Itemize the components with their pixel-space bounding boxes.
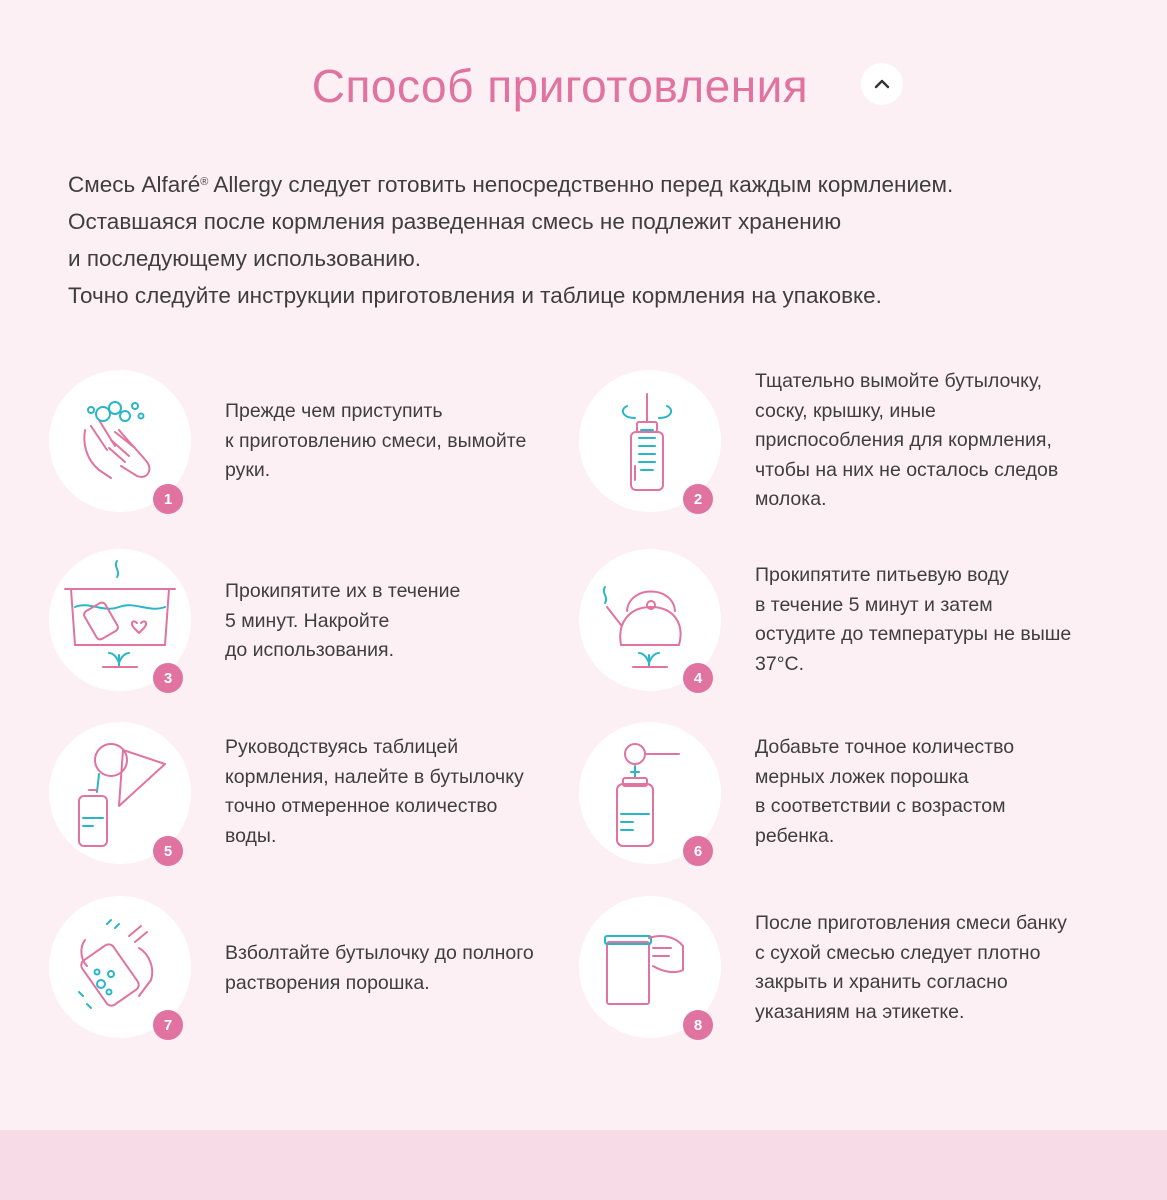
step-4 [579,549,1119,709]
step-5 [49,722,589,882]
step-7 [49,896,589,1056]
step-4-number-badge: 4 [683,663,713,693]
intro-text [68,166,1128,314]
step-1-number-badge: 1 [153,484,183,514]
step-6-number-badge: 6 [683,836,713,866]
step-4-text: Прокипятите питьевую воду в течение 5 минут и затем остудите до температуры не выше 37°C. [755,564,1072,675]
bottom-band [0,1130,1167,1200]
step-1-text: Прежде чем приступить к приготовлению смеси, вымойте руки. [225,400,527,481]
step-6 [579,722,1119,882]
section-title: Способ приготовления [311,60,809,112]
step-2-number-badge: 2 [683,484,713,514]
step-2-text: Тщательно вымойте бутылочку, соску, крышку, иные приспособления для кормления, чтобы на них не осталось следов молока. [755,370,1059,510]
intro-line-3: и последующему использованию. [68,246,421,271]
step-3 [49,549,589,709]
step-3-text: Прокипятите их в течение 5 минут. Накройте до использования. [225,580,461,661]
step-8 [579,896,1119,1056]
step-2 [579,370,1119,530]
step-1 [49,370,589,530]
collapse-button[interactable] [861,63,903,105]
step-7-number-badge: 7 [153,1010,183,1040]
step-8-number-badge: 8 [683,1010,713,1040]
step-3-number-badge: 3 [153,663,183,693]
step-7-text: Взболтайте бутылочку до полного растворения порошка. [225,942,534,994]
step-5-text: Руководствуясь таблицей кормления, налейте в бутылочку точно отмеренное количество воды. [225,736,524,847]
step-6-text: Добавьте точное количество мерных ложек порошка в соответствии с возрастом ребенка. [755,736,1015,847]
chevron-up-icon [874,79,890,89]
intro-line-4: Точно следуйте инструкции приготовления и таблице кормления на упаковке. [68,283,882,308]
intro-line-2: Оставшаяся после кормления разведенная смесь не подлежит хранению [68,209,842,234]
intro-line-1: Смесь Alfaré® Allergy следует готовить непосредственно перед каждым кормлением. [68,172,954,197]
step-5-number-badge: 5 [153,836,183,866]
step-8-text: После приготовления смеси банку с сухой смесью следует плотно закрыть и хранить согласно указаниям на этикетке. [755,912,1067,1023]
section-header [0,56,1167,116]
